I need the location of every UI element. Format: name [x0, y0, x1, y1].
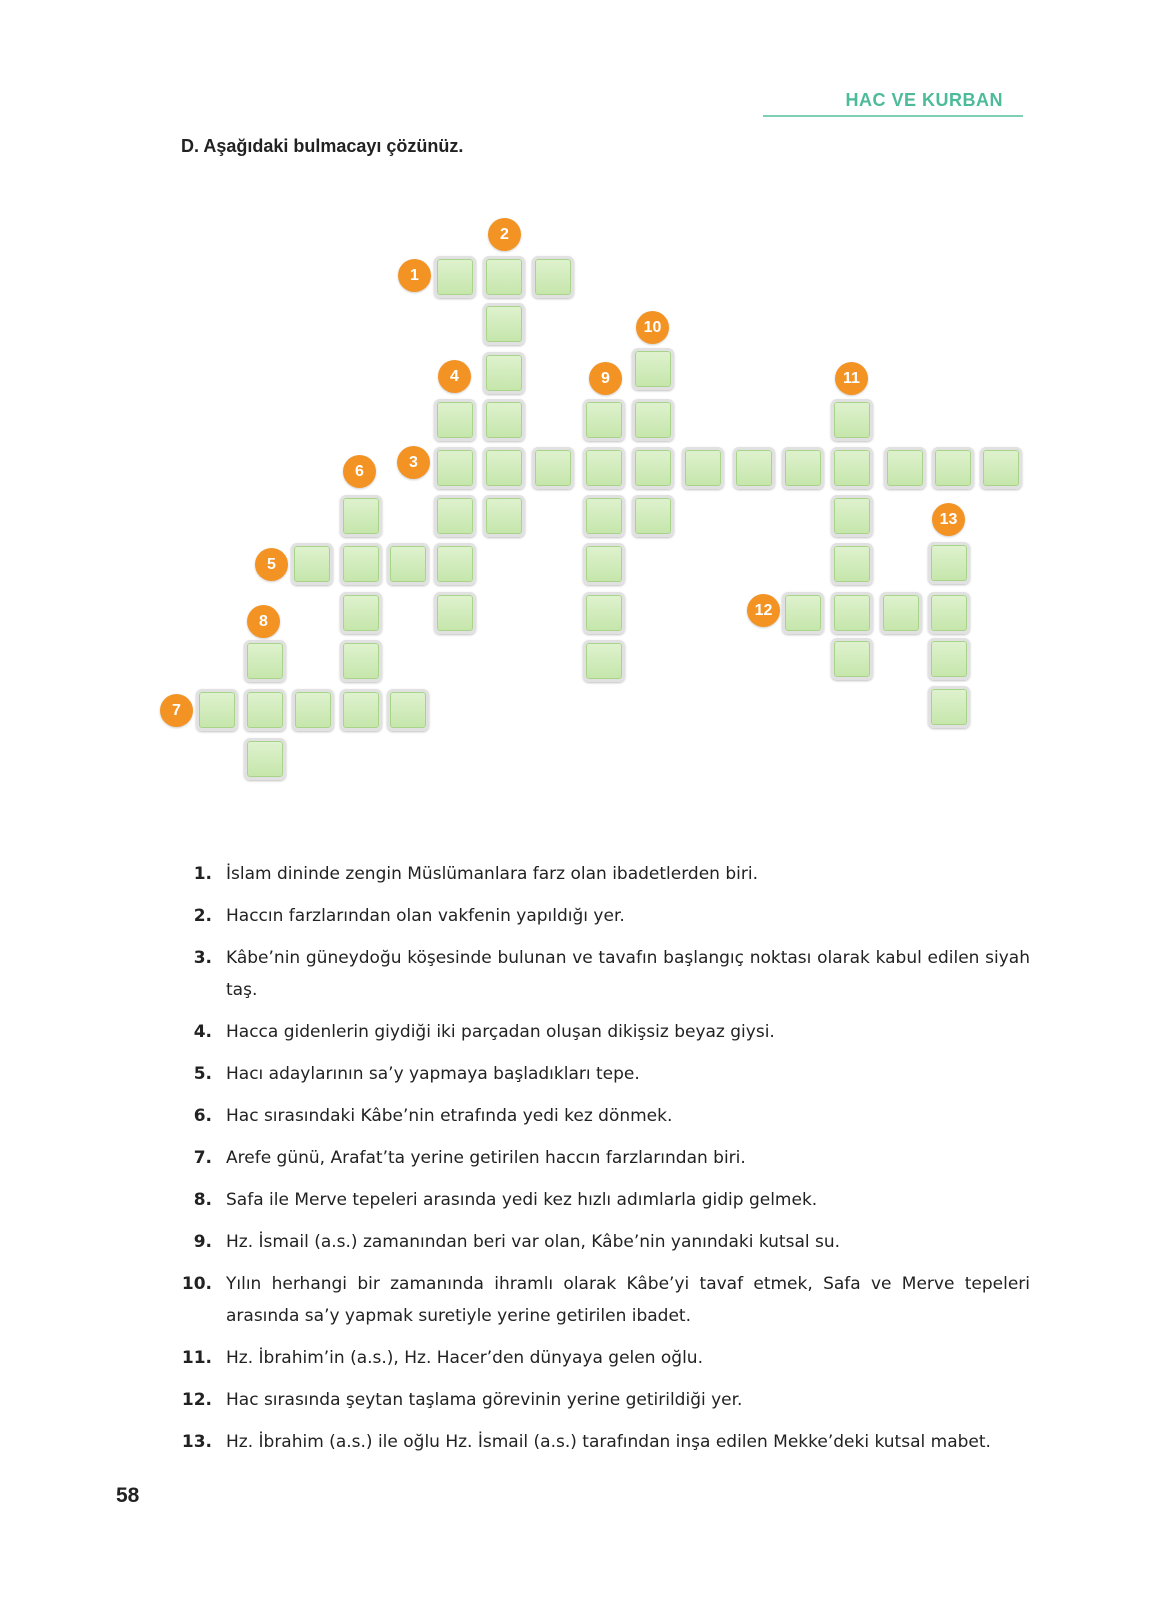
clue-number-badge: 4	[438, 360, 471, 393]
crossword-cell[interactable]	[928, 638, 970, 680]
crossword-cell[interactable]	[483, 256, 525, 298]
crossword-cell[interactable]	[434, 495, 476, 537]
crossword-cell[interactable]	[434, 447, 476, 489]
clue-item	[160, 1426, 1030, 1458]
clue-number-badge: 7	[160, 694, 193, 727]
crossword-cell[interactable]	[880, 592, 922, 634]
clue-number-badge: 12	[747, 594, 780, 627]
clue-text: İslam dininde zengin Müslümanlara farz olan ibadetlerden biri.	[226, 864, 758, 884]
clue-item	[160, 1384, 1030, 1416]
clue-number: 13.	[181, 1432, 212, 1452]
clue-number: 7.	[193, 1148, 212, 1168]
clue-item	[160, 1342, 1030, 1374]
clue-number: 2.	[193, 906, 212, 926]
clue-item	[160, 1184, 1030, 1216]
crossword-cell[interactable]	[340, 592, 382, 634]
crossword-cell[interactable]	[387, 689, 429, 731]
page-number: 58	[116, 1484, 140, 1507]
crossword-cell[interactable]	[483, 399, 525, 441]
clue-number-badge: 2	[488, 218, 521, 251]
clue-item	[160, 1268, 1030, 1332]
clue-number-badge: 1	[398, 259, 431, 292]
crossword-cell[interactable]	[583, 399, 625, 441]
crossword-cell[interactable]	[340, 543, 382, 585]
crossword-cell[interactable]	[928, 686, 970, 728]
clue-number: 3.	[193, 948, 212, 968]
clue-number-badge: 5	[255, 548, 288, 581]
crossword-cell[interactable]	[340, 495, 382, 537]
crossword-cell[interactable]	[928, 542, 970, 584]
crossword-cell[interactable]	[340, 640, 382, 682]
crossword-cell[interactable]	[632, 495, 674, 537]
clue-item	[160, 1058, 1030, 1090]
crossword-cell[interactable]	[733, 447, 775, 489]
clue-number: 9.	[193, 1232, 212, 1252]
crossword-cell[interactable]	[434, 592, 476, 634]
clue-number-badge: 11	[835, 362, 868, 395]
clue-text: Yılın herhangi bir zamanında ihramlı olarak Kâbe’yi tavaf etmek, Safa ve Merve tepeleri arasında sa’y yapmak suretiyle yerine getirilen ibadet.	[226, 1274, 1030, 1326]
clue-item	[160, 1100, 1030, 1132]
crossword-cell[interactable]	[980, 447, 1022, 489]
clue-text: Hac sırasındaki Kâbe’nin etrafında yedi kez dönmek.	[226, 1106, 673, 1126]
clue-text: Hacı adaylarının sa’y yapmaya başladıkları tepe.	[226, 1064, 640, 1084]
crossword-cell[interactable]	[292, 689, 334, 731]
clue-list	[160, 858, 1030, 1468]
crossword-cell[interactable]	[291, 543, 333, 585]
clue-text: Hz. İbrahim (a.s.) ile oğlu Hz. İsmail (a.s.) tarafından inşa edilen Mekke’deki kutsal mabet.	[226, 1432, 991, 1452]
section-title: D. Aşağıdaki bulmacayı çözünüz.	[181, 136, 464, 156]
clue-number: 8.	[193, 1190, 212, 1210]
clue-number: 4.	[193, 1022, 212, 1042]
crossword-cell[interactable]	[387, 543, 429, 585]
crossword-cell[interactable]	[831, 495, 873, 537]
clue-number-badge: 6	[343, 455, 376, 488]
crossword-cell[interactable]	[782, 592, 824, 634]
crossword-cell[interactable]	[583, 495, 625, 537]
crossword-cell[interactable]	[682, 447, 724, 489]
clue-text: Safa ile Merve tepeleri arasında yedi kez hızlı adımlarla gidip gelmek.	[226, 1190, 818, 1210]
clue-text: Haccın farzlarından olan vakfenin yapıldığı yer.	[226, 906, 625, 926]
clue-item	[160, 900, 1030, 932]
crossword-cell[interactable]	[632, 399, 674, 441]
clue-number: 6.	[193, 1106, 212, 1126]
crossword-cell[interactable]	[583, 592, 625, 634]
crossword-cell[interactable]	[831, 543, 873, 585]
clue-number-badge: 13	[932, 503, 965, 536]
crossword-cell[interactable]	[196, 689, 238, 731]
clue-text: Kâbe’nin güneydoğu köşesinde bulunan ve tavafın başlangıç noktası olarak kabul edilen siyah taş.	[226, 948, 1030, 1000]
crossword-cell[interactable]	[532, 256, 574, 298]
crossword-cell[interactable]	[831, 447, 873, 489]
clue-number-badge: 9	[589, 362, 622, 395]
crossword-cell[interactable]	[928, 592, 970, 634]
crossword-cell[interactable]	[632, 447, 674, 489]
crossword-cell[interactable]	[632, 348, 674, 390]
crossword-cell[interactable]	[434, 399, 476, 441]
clue-number-badge: 3	[397, 446, 430, 479]
crossword-cell[interactable]	[583, 640, 625, 682]
crossword-cell[interactable]	[583, 543, 625, 585]
clue-number: 10.	[181, 1274, 212, 1294]
clue-number: 1.	[193, 864, 212, 884]
clue-number: 11.	[181, 1348, 212, 1368]
crossword-cell[interactable]	[483, 447, 525, 489]
clue-number-badge: 8	[247, 605, 280, 638]
crossword-cell[interactable]	[583, 447, 625, 489]
crossword-cell[interactable]	[483, 495, 525, 537]
clue-text: Hz. İsmail (a.s.) zamanından beri var olan, Kâbe’nin yanındaki kutsal su.	[226, 1232, 841, 1252]
clue-item	[160, 1226, 1030, 1258]
crossword-cell[interactable]	[340, 689, 382, 731]
chapter-title: HAC VE KURBAN	[845, 90, 1003, 110]
crossword-cell[interactable]	[434, 543, 476, 585]
crossword-cell[interactable]	[244, 689, 286, 731]
clue-item	[160, 1142, 1030, 1174]
clue-item	[160, 858, 1030, 890]
crossword-cell[interactable]	[532, 447, 574, 489]
crossword-cell[interactable]	[831, 592, 873, 634]
clue-text: Hac sırasında şeytan taşlama görevinin yerine getirildiği yer.	[226, 1390, 743, 1410]
crossword-cell[interactable]	[831, 638, 873, 680]
clue-item	[160, 942, 1030, 1006]
clue-number: 5.	[193, 1064, 212, 1084]
crossword-cell[interactable]	[831, 399, 873, 441]
clue-number-badge: 10	[636, 311, 669, 344]
clue-text: Hacca gidenlerin giydiği iki parçadan oluşan dikişsiz beyaz giysi.	[226, 1022, 775, 1042]
crossword-cell[interactable]	[932, 447, 974, 489]
clue-number: 12.	[181, 1390, 212, 1410]
crossword-cell[interactable]	[244, 640, 286, 682]
clue-item	[160, 1016, 1030, 1048]
clue-text: Hz. İbrahim’in (a.s.), Hz. Hacer’den dünyaya gelen oğlu.	[226, 1348, 703, 1368]
crossword-cell[interactable]	[483, 303, 525, 345]
crossword-cell[interactable]	[483, 352, 525, 394]
crossword-cell[interactable]	[244, 738, 286, 780]
clue-text: Arefe günü, Arafat’ta yerine getirilen haccın farzlarından biri.	[226, 1148, 746, 1168]
crossword-cell[interactable]	[782, 447, 824, 489]
crossword-cell[interactable]	[434, 256, 476, 298]
crossword-cell[interactable]	[884, 447, 926, 489]
